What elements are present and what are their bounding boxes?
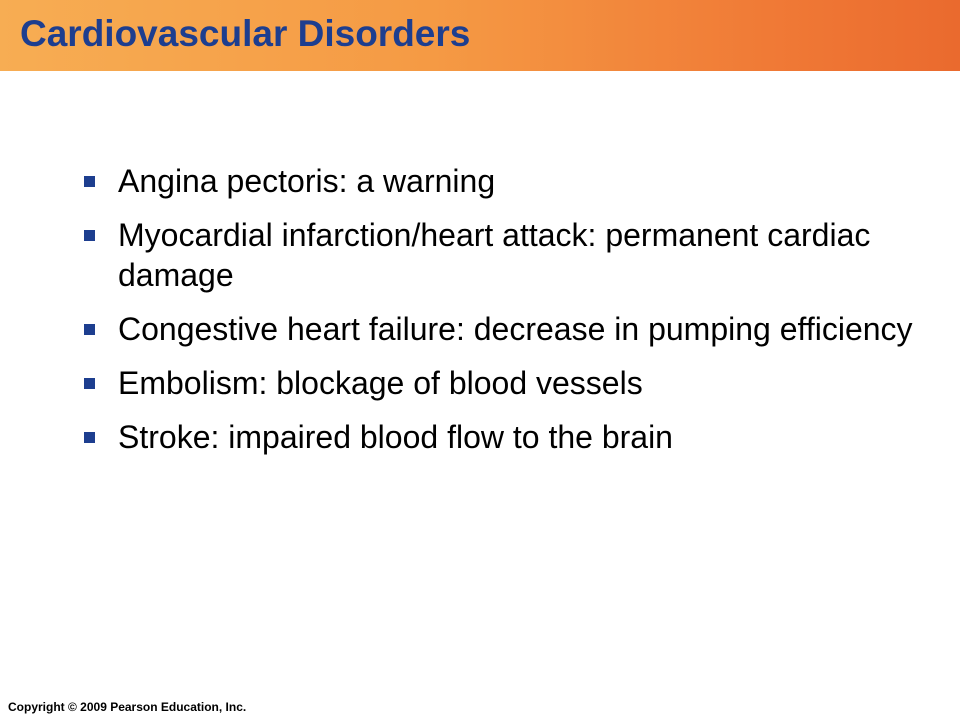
square-bullet-icon xyxy=(84,378,95,389)
bullet-item xyxy=(84,417,924,457)
bullet-item xyxy=(84,309,924,349)
square-bullet-icon xyxy=(84,324,95,335)
bullet-text: Stroke: impaired blood flow to the brain xyxy=(118,419,673,455)
copyright-footer: Copyright © 2009 Pearson Education, Inc. xyxy=(8,700,247,714)
bullet-item xyxy=(84,161,924,201)
bullet-item xyxy=(84,215,924,295)
bullet-text: Myocardial infarction/heart attack: permanent cardiac damage xyxy=(118,217,871,293)
square-bullet-icon xyxy=(84,230,95,241)
bullet-text: Angina pectoris: a warning xyxy=(118,163,496,199)
bullet-text: Embolism: blockage of blood vessels xyxy=(118,365,643,401)
square-bullet-icon xyxy=(84,176,95,187)
bullet-list xyxy=(84,161,924,471)
square-bullet-icon xyxy=(84,432,95,443)
title-bar xyxy=(0,0,960,71)
bullet-item xyxy=(84,363,924,403)
bullet-text: Congestive heart failure: decrease in pumping efficiency xyxy=(118,311,913,347)
slide-title: Cardiovascular Disorders xyxy=(20,13,471,54)
